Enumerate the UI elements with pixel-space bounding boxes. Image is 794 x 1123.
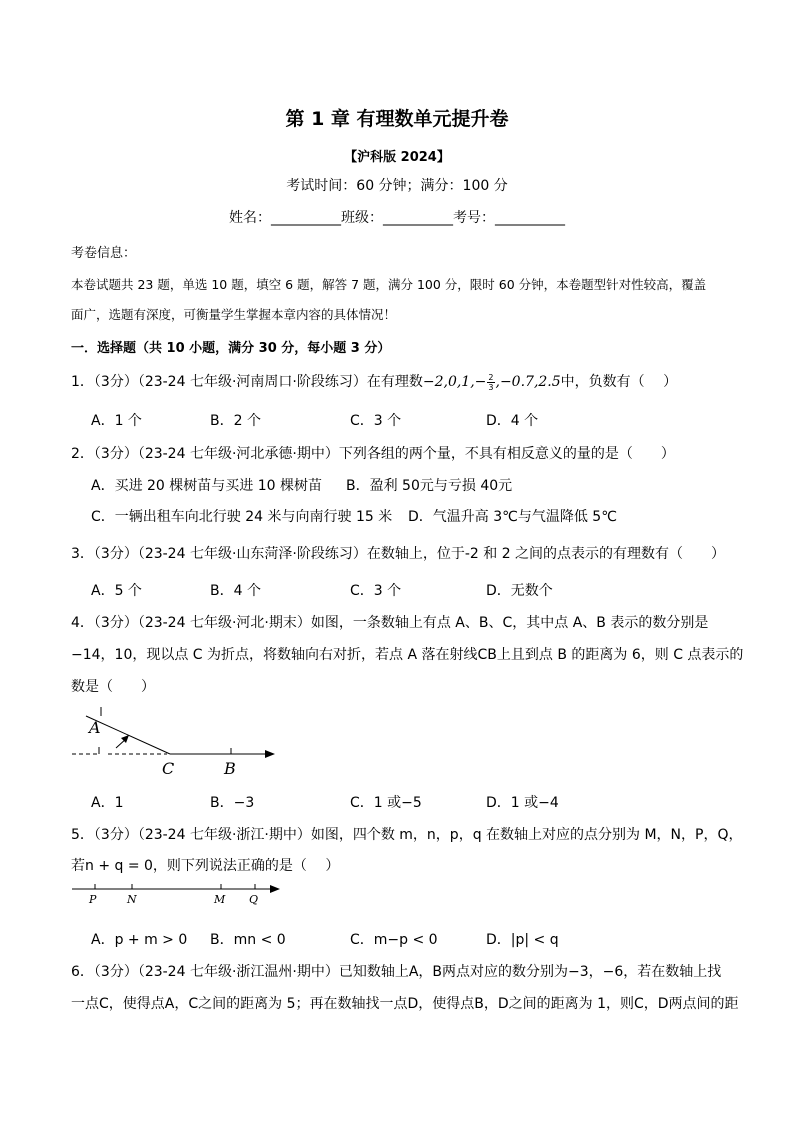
info-line-1: 本卷试题共 23 题，单选 10 题，填空 6 题，解答 7 题，满分 100 分，限时 60 分钟，本卷题型针对性较高，覆盖 — [71, 277, 707, 292]
point-m-label: M — [214, 893, 226, 906]
q5-option-d: D．|p| < q — [486, 932, 559, 948]
question-1-math-a: −2,0,1,− — [422, 374, 487, 390]
point-b-label: B — [224, 759, 236, 778]
info-label: 考卷信息： — [71, 246, 137, 261]
question-1-prefix: 1．（3分）（23-24 七年级·河南周口·阶段练习）在有理数 — [71, 374, 423, 390]
q1-option-d: D．4 个 — [486, 413, 539, 429]
point-p-label: P — [89, 893, 97, 906]
q3-option-d: D．无数个 — [486, 583, 553, 599]
question-4-line-2: −14，10，现以点 C 为折点，将数轴向右对折，若点 A 落在射线CB上且到点 B 的距离为 6，则 C 点表示的 — [71, 647, 744, 663]
q5-option-a: A．p + m > 0 — [91, 932, 188, 948]
section-heading: 一．选择题（共 10 小题，满分 30 分，每小题 3 分） — [71, 341, 391, 356]
question-1-math-b: ,−0.7,2.5 — [495, 374, 561, 390]
q3-option-a: A．5 个 — [91, 583, 142, 599]
point-c-label: C — [162, 759, 175, 778]
q4-option-c: C．1 或−5 — [350, 795, 422, 811]
q2-option-d: D．气温升高 3℃与气温降低 5℃ — [408, 509, 617, 525]
question-5-line-2: 若n + q = 0，则下列说法正确的是（ ） — [71, 858, 340, 874]
q4-option-b: B．−3 — [210, 795, 255, 811]
point-n-label: N — [127, 893, 137, 906]
q1-option-c: C．3 个 — [350, 413, 402, 429]
q4-option-d: D．1 或−4 — [486, 795, 559, 811]
q5-option-b: B．mn < 0 — [210, 932, 286, 948]
q2-option-a: A．买进 20 棵树苗与买进 10 棵树苗 — [91, 478, 323, 494]
question-4-line-3: 数是（ ） — [71, 679, 155, 695]
question-1-suffix: 中，负数有（ ） — [560, 374, 678, 390]
question-3: 3．（3分）（23-24 七年级·山东菏泽·阶段练习）在数轴上，位于-2 和 2 之间的点表示的有理数有（ ） — [71, 546, 726, 562]
q4-option-a: A．1 — [91, 795, 124, 811]
question-4-line-1: 4．（3分）（23-24 七年级·河北·期末）如图，一条数轴上有点 A、B、C，其中点 A、B 表示的数分别是 — [71, 615, 709, 631]
fraction-denominator: 3 — [488, 382, 494, 392]
q2-option-b: B．盈利 50元与亏损 40元 — [346, 478, 513, 494]
question-6-line-1: 6．（3分）（23-24 七年级·浙江温州·期中）已知数轴上A，B两点对应的数分别为−3，−6，若在数轴上找 — [71, 964, 722, 980]
info-line-2: 面广，选题有深度，可衡量学生掌握本章内容的具体情况！ — [71, 307, 397, 322]
point-q-label: Q — [249, 893, 259, 906]
arrow-head — [265, 750, 275, 758]
q1-option-b: B．2 个 — [210, 413, 261, 429]
q3-option-c: C．3 个 — [350, 583, 402, 599]
edition-label: 【沪科版 2024】 — [344, 150, 450, 165]
exam-time: 考试时间：60 分钟；满分：100 分 — [286, 178, 508, 194]
q1-option-a: A．1 个 — [91, 413, 142, 429]
q3-option-b: B．4 个 — [210, 583, 261, 599]
question-5-line-1: 5．（3分）（23-24 七年级·浙江·期中）如图，四个数 m，n，p，q 在数轴上对应的点分别为 M，N，P，Q， — [71, 827, 743, 843]
point-a-label: A — [89, 718, 101, 737]
q5-arrow-head — [270, 885, 280, 893]
student-info-form: 姓名：__________班级：__________考号：__________ — [229, 210, 565, 226]
q2-option-c: C．一辆出租车向北行驶 24 米与向南行驶 15 米 — [91, 509, 393, 525]
question-6-line-2: 一点C，使得点A，C之间的距离为 5；再在数轴找一点D，使得点B，D之间的距离为 1，则C，D两点间的距 — [71, 996, 739, 1012]
page-title: 第 1 章 有理数单元提升卷 — [285, 108, 509, 130]
question-2: 2．（3分）（23-24 七年级·河北承德·期中）下列各组的两个量，不具有相反意义的量的是（ ） — [71, 446, 675, 462]
fraction-numerator: 2 — [488, 372, 494, 382]
q5-option-c: C．m−p < 0 — [350, 932, 438, 948]
